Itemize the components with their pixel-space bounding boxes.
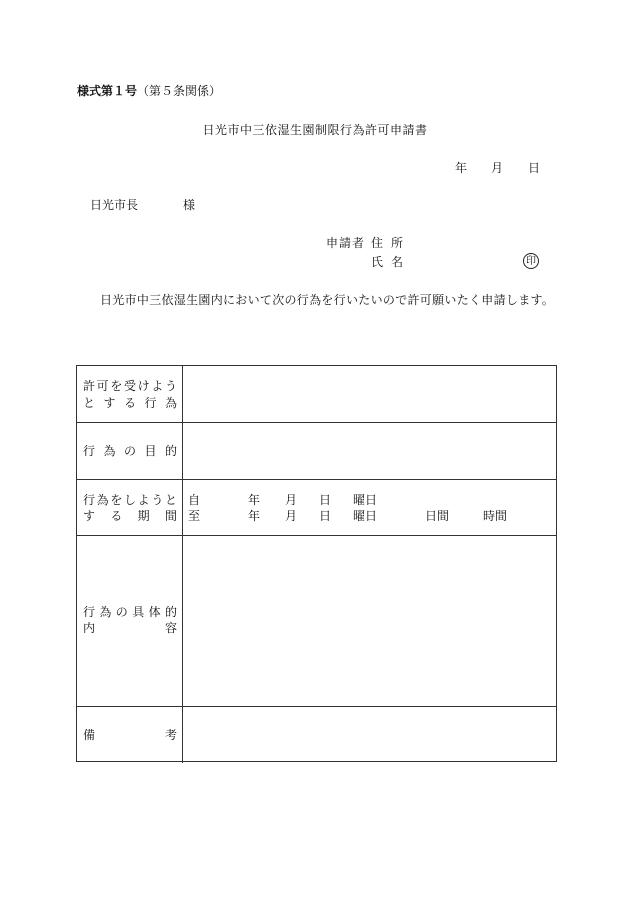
period-from-day: 日 — [319, 493, 332, 507]
details-field[interactable] — [183, 536, 556, 706]
applicant-label: 申請者 — [326, 236, 366, 250]
period-to-month: 月 — [285, 509, 298, 523]
remarks-field[interactable] — [183, 707, 556, 763]
label-cell — [77, 423, 183, 479]
period-to-label: 至 — [188, 509, 201, 523]
date-day-label: 日 — [528, 161, 541, 175]
period-from-year: 年 — [248, 493, 261, 507]
date-year-label: 年 — [455, 161, 468, 175]
period-to-year: 年 — [248, 509, 261, 523]
label-cell — [77, 707, 183, 763]
addressee-name: 日光市長 — [90, 198, 139, 212]
application-statement: 日光市中三依湿生園内において次の行為を行いたいので許可願いたく申請します。 — [100, 293, 555, 307]
row-details — [77, 536, 556, 707]
row-details-label-line1: 行為の具体的 — [83, 605, 177, 619]
label-cell — [77, 480, 183, 535]
period-to-weekday: 曜日 — [353, 509, 378, 523]
form-number — [77, 85, 221, 97]
row-period-label-line2: する期間 — [83, 509, 177, 523]
name-label: 氏名 — [371, 255, 412, 269]
period-from-month: 月 — [285, 493, 298, 507]
address-label: 住所 — [371, 236, 412, 250]
row-permitted-action-label-line1: 許可を受けよう — [83, 379, 177, 393]
row-purpose — [77, 423, 556, 480]
row-remarks-label: 備考 — [83, 728, 177, 742]
period-hours-count: 時間 — [483, 509, 508, 523]
period-to-day: 日 — [319, 509, 332, 523]
form-number-text: 様式第１号 — [77, 84, 138, 98]
seal-icon: 印 — [523, 253, 539, 269]
row-permitted-action — [77, 366, 556, 423]
label-cell — [77, 536, 183, 706]
purpose-field[interactable] — [183, 423, 556, 479]
document-title: 日光市中三依湿生園制限行為許可申請書 — [202, 123, 428, 137]
permitted-action-field[interactable] — [183, 366, 556, 422]
addressee — [90, 198, 196, 212]
form-relation: （第５条関係） — [137, 84, 222, 98]
row-period-label-line1: 行為をしようと — [83, 493, 177, 507]
row-remarks — [77, 707, 556, 763]
row-period — [77, 480, 556, 536]
date-month-label: 月 — [491, 161, 504, 175]
label-cell — [77, 366, 183, 422]
period-from-label: 自 — [188, 493, 201, 507]
row-details-label-line2: 内容 — [83, 621, 177, 635]
row-permitted-action-label-line2: とする行為 — [83, 396, 177, 410]
period-from-weekday: 曜日 — [353, 493, 378, 507]
period-days-count: 日間 — [425, 509, 450, 523]
addressee-honorific: 様 — [183, 198, 196, 212]
application-form-table — [76, 365, 557, 762]
row-purpose-label: 行為の目的 — [83, 444, 177, 458]
period-field[interactable] — [183, 480, 556, 535]
